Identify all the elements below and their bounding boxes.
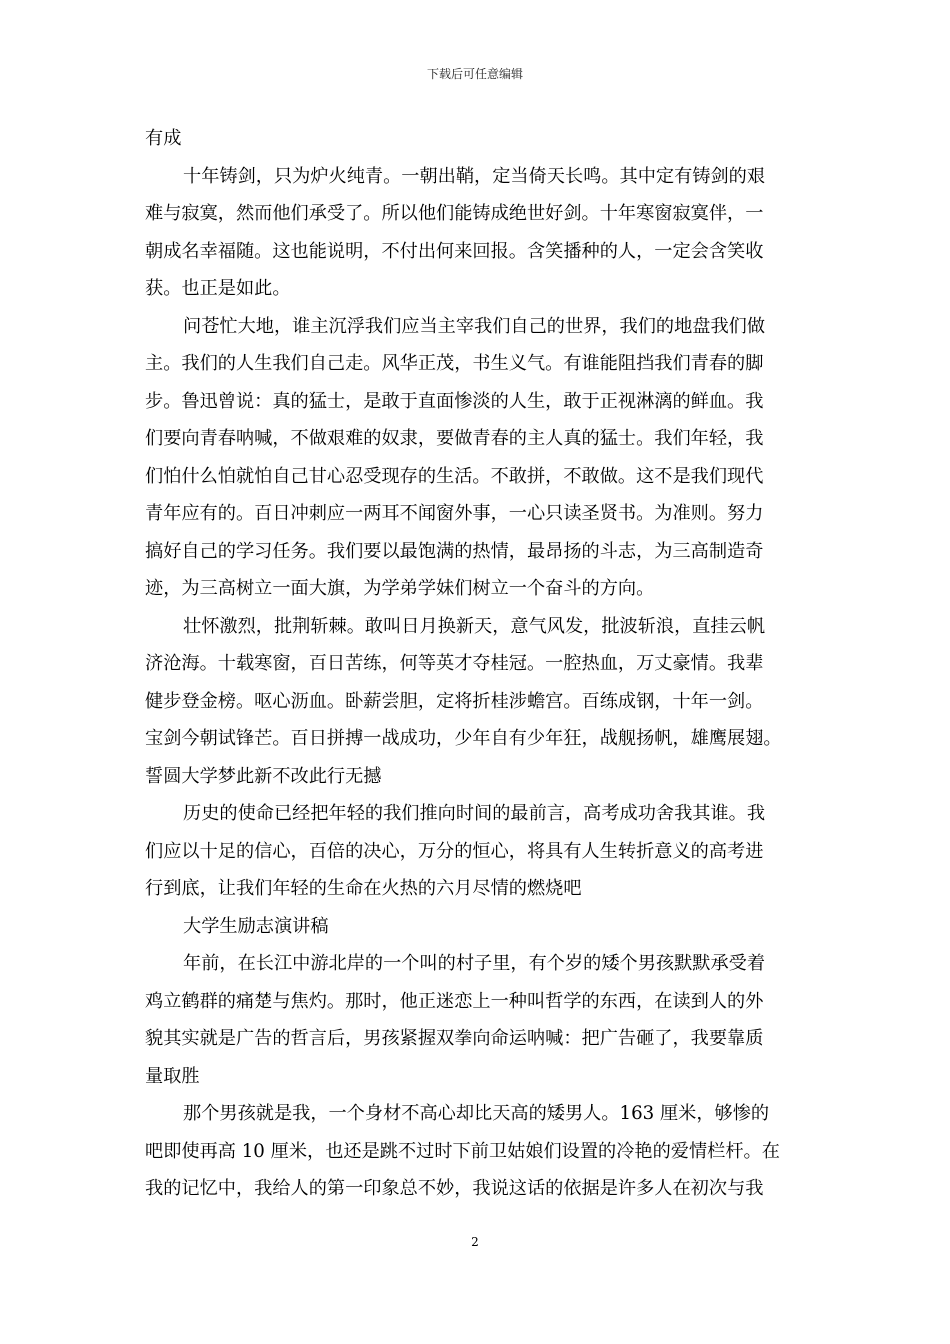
text-line: 我的记忆中，我给人的第一印象总不妙，我说这话的依据是许多人在初次与我 — [145, 1178, 764, 1199]
text-line: 获。也正是如此。 — [145, 278, 291, 299]
text-line: 问苍忙大地，谁主沉浮我们应当主宰我们自己的世界，我们的地盘我们做 — [183, 315, 766, 337]
text-line: 历史的使命已经把年轻的我们推向时间的最前言，高考成功舍我其谁。我 — [183, 803, 766, 824]
page-number: 2 — [471, 1235, 479, 1249]
text-line: 行到底，让我们年轻的生命在火热的六月尽情的燃烧吧 — [145, 878, 582, 899]
text-line: 大学生励志演讲稿 — [183, 915, 329, 937]
document-body — [145, 120, 807, 1208]
text-line: 们要向青春呐喊，不做艰难的奴隶，要做青春的主人真的猛士。我们年轻，我 — [145, 428, 764, 449]
text-line: 量取胜 — [145, 1065, 200, 1087]
text-line: 壮怀激烈，批荆斩棘。敢叫日月换新天，意气风发，批波斩浪，直挂云帆 — [183, 615, 766, 637]
text-line: 健步登金榜。呕心沥血。卧薪尝胆，定将折桂涉蟾宫。百练成钢，十年一剑。 — [145, 690, 764, 712]
text-line: 年前，在长江中游北岸的一个叫的村子里，有个岁的矮个男孩默默承受着 — [183, 953, 766, 974]
text-line: 济沧海。十载寒窗，百日苦练，何等英才夺桂冠。一腔热血，万丈豪情。我辈 — [145, 653, 764, 674]
text-line: 们应以十足的信心，百倍的决心，万分的恒心，将具有人生转折意义的高考进 — [145, 840, 764, 862]
text-line: 朝成名幸福随。这也能说明，不付出何来回报。含笑播种的人，一定会含笑收 — [145, 240, 764, 262]
text-line: 难与寂寞，然而他们承受了。所以他们能铸成绝世好剑。十年寒窗寂寞伴，一 — [145, 203, 764, 224]
text-line: 那个男孩就是我，一个身材不高心却比天高的矮男人。163 厘米，够惨的 — [183, 1103, 770, 1124]
text-line: 宝剑今朝试锋芒。百日拼搏一战成功，少年自有少年狂，战舰扬帆，雄鹰展翅。 — [145, 728, 782, 749]
page-header: 下载后可任意编辑 — [426, 67, 523, 81]
text-line: 们怕什么怕就怕自己甘心忍受现存的生活。不敢拼，不敢做。这不是我们现代 — [145, 465, 764, 487]
text-line: 貌其实就是广告的哲言后，男孩紧握双拳向命运呐喊：把广告砸了，我要靠质 — [145, 1028, 764, 1049]
text-line: 有成 — [145, 128, 182, 149]
text-line: 步。鲁迅曾说：真的猛士，是敢于直面惨淡的人生，敢于正视淋漓的鲜血。我 — [145, 390, 764, 412]
text-line: 搞好自己的学习任务。我们要以最饱满的热情，最昂扬的斗志，为三高制造奇 — [145, 540, 764, 562]
text-line: 迹，为三高树立一面大旗，为学弟学妹们树立一个奋斗的方向。 — [145, 578, 655, 599]
text-line: 誓圆大学梦此新不改此行无撼 — [145, 765, 382, 787]
text-line: 主。我们的人生我们自己走。风华正茂，书生义气。有谁能阻挡我们青春的脚 — [145, 353, 764, 374]
text-line: 鸡立鹤群的痛楚与焦灼。那时，他正迷恋上一种叫哲学的东西，在读到人的外 — [145, 990, 764, 1012]
text-line: 十年铸剑，只为炉火纯青。一朝出鞘，定当倚天长鸣。其中定有铸剑的艰 — [183, 165, 766, 187]
text-line: 青年应有的。百日冲刺应一两耳不闻窗外事，一心只读圣贤书。为准则。努力 — [145, 503, 764, 524]
text-line: 吧即使再高 10 厘米，也还是跳不过时下前卫姑娘们设置的冷艳的爱情栏杆。在 — [145, 1140, 780, 1162]
